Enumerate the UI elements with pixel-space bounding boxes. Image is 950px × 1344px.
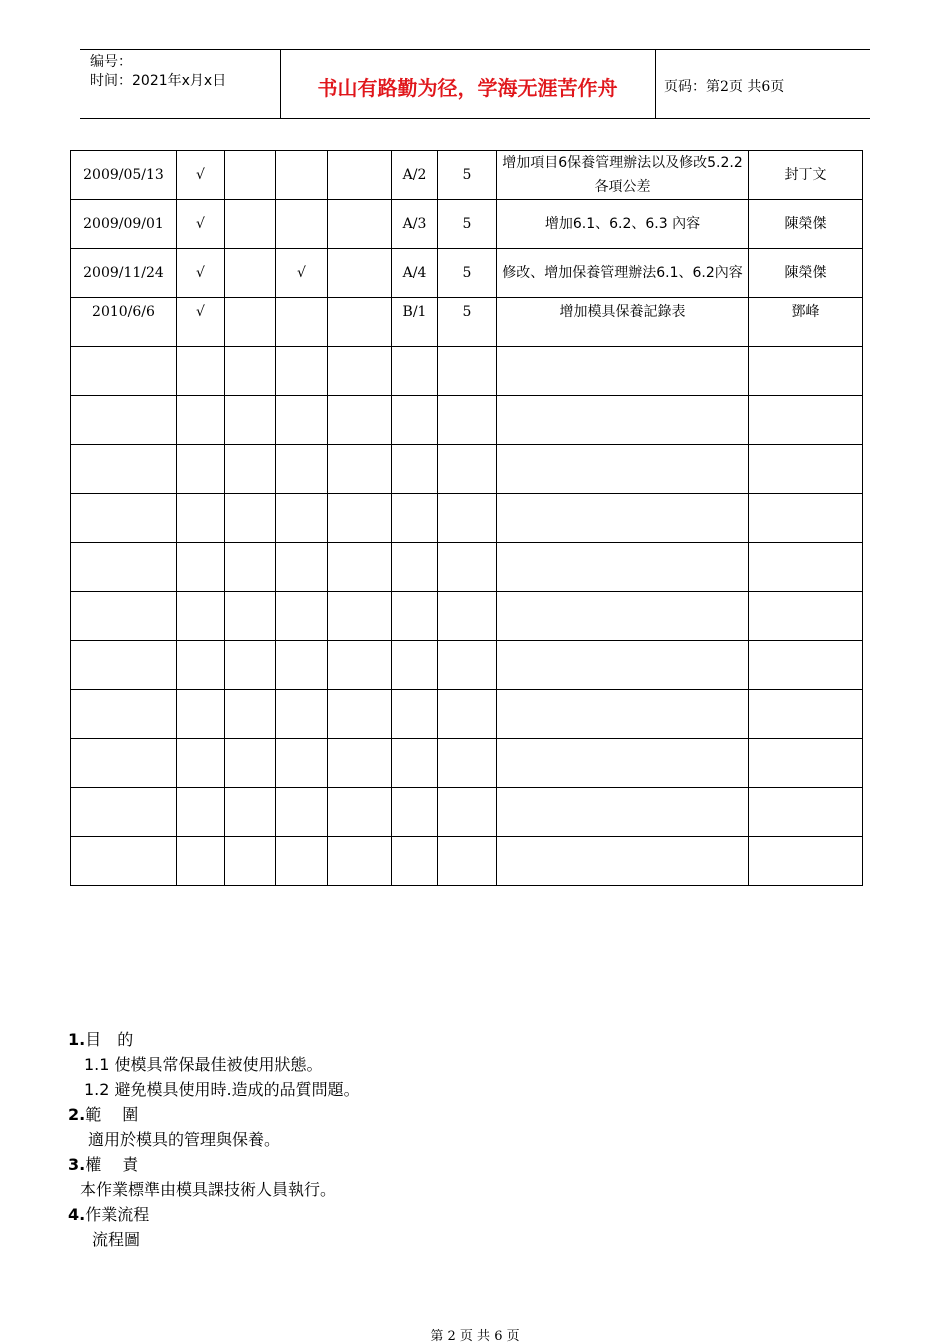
version-cell [392,837,438,886]
revision-date-cell [71,396,177,445]
author-cell [749,592,863,641]
section-scope-heading [68,1102,360,1127]
scope-text: 適用於模具的管理與保養。 [88,1130,281,1149]
revision-table-body [71,151,863,886]
table-row [71,396,863,445]
check-col-3-cell [276,347,328,396]
table-row [71,200,863,249]
page-count-cell [438,788,497,837]
revision-date-cell [71,494,177,543]
revision-content-cell: 增加項目6保養管理辦法以及修改5.2.2各項公差 [497,151,749,200]
table-row [71,543,863,592]
section-number: 3. [68,1155,86,1174]
check-col-1-cell [177,494,225,543]
check-col-1-cell: √ [177,200,225,249]
author-cell: 鄧峰 [749,298,863,347]
section-purpose-heading [68,1027,360,1052]
check-col-1-cell: √ [177,298,225,347]
revision-content-cell [497,543,749,592]
header-meta [90,53,280,91]
check-col-4-cell [328,347,392,396]
version-cell [392,543,438,592]
check-col-2-cell [225,445,276,494]
check-col-3-cell [276,592,328,641]
revision-date-cell [71,788,177,837]
revision-date-cell: 2009/11/24 [71,249,177,298]
check-col-1-cell [177,739,225,788]
check-col-2-cell [225,494,276,543]
revision-date-cell [71,690,177,739]
revision-date-cell: 2010/6/6 [71,298,177,347]
page-header [80,49,870,119]
check-col-4-cell [328,641,392,690]
revision-history-table-wrapper [70,150,863,886]
table-row [71,445,863,494]
version-cell [392,445,438,494]
author-cell: 陳榮傑 [749,249,863,298]
section-title: 目 的 [85,1030,134,1049]
revision-date-cell [71,837,177,886]
check-col-4-cell [328,249,392,298]
check-col-3-cell [276,151,328,200]
section-number: 1. [68,1030,86,1049]
revision-date-cell [71,641,177,690]
check-col-3-cell [276,690,328,739]
check-col-4-cell [328,494,392,543]
check-col-2-cell [225,641,276,690]
table-row [71,788,863,837]
check-col-2-cell [225,347,276,396]
revision-date-cell: 2009/05/13 [71,151,177,200]
check-col-3-cell [276,298,328,347]
check-col-3-cell [276,837,328,886]
check-col-1-cell: √ [177,151,225,200]
document-body [68,1027,360,1252]
check-col-4-cell [328,200,392,249]
header-page-info: 页码：第2页 共6页 [664,79,785,95]
check-col-2-cell [225,690,276,739]
revision-content-cell [497,641,749,690]
page-count-cell: 5 [438,298,497,347]
revision-date-cell [71,347,177,396]
check-col-2-cell [225,592,276,641]
section-responsibility-heading [68,1152,360,1177]
check-col-2-cell [225,739,276,788]
page-count-cell [438,347,497,396]
author-cell [749,396,863,445]
version-cell [392,592,438,641]
workflow-text: 流程圖 [92,1230,141,1249]
check-col-4-cell [328,543,392,592]
document-time-label: 时间：2021年x月x日 [90,73,227,89]
revision-content-cell [497,690,749,739]
version-cell [392,494,438,543]
revision-date-cell [71,592,177,641]
check-col-1-cell [177,690,225,739]
header-divider [655,50,656,118]
check-col-2-cell [225,788,276,837]
revision-date-cell [71,543,177,592]
author-cell [749,788,863,837]
version-cell [392,641,438,690]
author-cell [749,445,863,494]
purpose-item: 1.1 使模具常保最佳被使用狀態。 [84,1055,323,1074]
author-cell [749,347,863,396]
revision-content-cell: 修改、增加保養管理辦法6.1、6.2內容 [497,249,749,298]
revision-history-table [70,150,863,886]
author-cell [749,690,863,739]
version-cell [392,690,438,739]
check-col-4-cell [328,592,392,641]
version-cell: B/1 [392,298,438,347]
check-col-4-cell [328,837,392,886]
table-row [71,151,863,200]
version-cell [392,739,438,788]
check-col-2-cell [225,543,276,592]
check-col-4-cell [328,788,392,837]
revision-content-cell [497,445,749,494]
revision-content-cell [497,739,749,788]
section-number: 2. [68,1105,86,1124]
check-col-3-cell: √ [276,249,328,298]
author-cell [749,641,863,690]
check-col-2-cell [225,396,276,445]
page-count-cell [438,396,497,445]
version-cell: A/3 [392,200,438,249]
purpose-item: 1.2 避免模具使用時.造成的品質問題。 [84,1080,360,1099]
page-count-cell [438,592,497,641]
section-title: 範 圍 [85,1105,139,1124]
check-col-4-cell [328,739,392,788]
page-count-cell: 5 [438,151,497,200]
author-cell: 陳榮傑 [749,200,863,249]
table-row [71,641,863,690]
check-col-3-cell [276,641,328,690]
section-title: 權 責 [85,1155,139,1174]
author-cell [749,543,863,592]
table-row [71,690,863,739]
check-col-3-cell [276,445,328,494]
check-col-1-cell: √ [177,249,225,298]
revision-content-cell [497,837,749,886]
table-row [71,298,863,347]
check-col-1-cell [177,788,225,837]
revision-date-cell: 2009/09/01 [71,200,177,249]
check-col-3-cell [276,543,328,592]
revision-date-cell [71,445,177,494]
check-col-4-cell [328,396,392,445]
section-number: 4. [68,1205,86,1224]
check-col-1-cell [177,592,225,641]
check-col-4-cell [328,445,392,494]
document-number-label: 编号： [90,54,132,70]
section-title: 作業流程 [85,1205,150,1224]
check-col-2-cell [225,249,276,298]
check-col-1-cell [177,641,225,690]
page-count-cell: 5 [438,249,497,298]
page-footer: 第 2 页 共 6 页 [430,1329,520,1344]
page-count-cell [438,837,497,886]
section-workflow-heading [68,1202,360,1227]
table-row [71,592,863,641]
revision-date-cell [71,739,177,788]
responsibility-text: 本作業標準由模具課技術人員執行。 [80,1180,337,1199]
revision-content-cell [497,788,749,837]
revision-content-cell [497,347,749,396]
check-col-3-cell [276,494,328,543]
page-count-cell [438,494,497,543]
check-col-2-cell [225,837,276,886]
check-col-3-cell [276,788,328,837]
check-col-4-cell [328,298,392,347]
check-col-2-cell [225,151,276,200]
author-cell [749,837,863,886]
table-row [71,347,863,396]
table-row [71,739,863,788]
check-col-1-cell [177,445,225,494]
check-col-3-cell [276,739,328,788]
page-count-cell [438,641,497,690]
version-cell: A/4 [392,249,438,298]
table-row [71,249,863,298]
version-cell [392,347,438,396]
table-row [71,837,863,886]
version-cell [392,396,438,445]
check-col-4-cell [328,151,392,200]
revision-content-cell [497,592,749,641]
author-cell [749,739,863,788]
check-col-2-cell [225,200,276,249]
page-count-cell: 5 [438,200,497,249]
page-count-cell [438,690,497,739]
version-cell [392,788,438,837]
page-count-cell [438,445,497,494]
page-count-cell [438,739,497,788]
revision-content-cell [497,494,749,543]
header-motto: 书山有路勤为径，学海无涯苦作舟 [317,76,618,100]
check-col-1-cell [177,347,225,396]
page-count-cell [438,543,497,592]
check-col-1-cell [177,396,225,445]
check-col-1-cell [177,543,225,592]
revision-content-cell: 增加6.1、6.2、6.3 內容 [497,200,749,249]
author-cell [749,494,863,543]
check-col-1-cell [177,837,225,886]
table-row [71,494,863,543]
check-col-2-cell [225,298,276,347]
revision-content-cell [497,396,749,445]
check-col-3-cell [276,200,328,249]
check-col-4-cell [328,690,392,739]
version-cell: A/2 [392,151,438,200]
author-cell: 封丁文 [749,151,863,200]
revision-content-cell: 增加模具保養記錄表 [497,298,749,347]
check-col-3-cell [276,396,328,445]
